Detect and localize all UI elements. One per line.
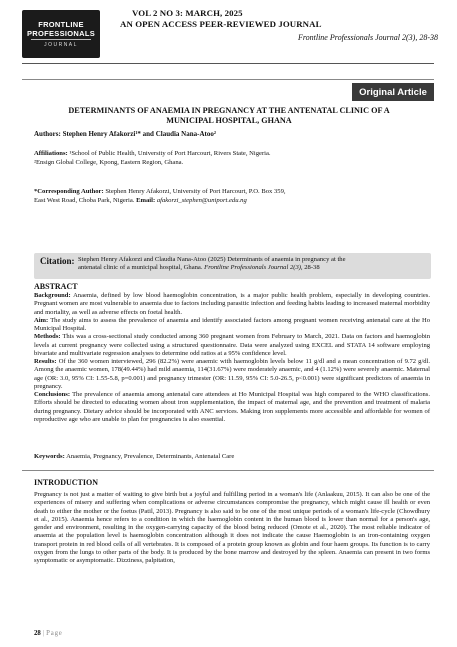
page-label: Page (46, 630, 63, 637)
methods-text: This was a cross-sectional study conducted among 360 pregnant women from February to March, 2021. Data on factors and haemoglobin levels at current pregnancy were collected using a structured questionnaire. Data were analyzed using EXCEL and STATA 14 software employing bivariate and multivariate regression analyses to determine odd ratios at a 95% confidence level. (34, 333, 430, 357)
article-title (30, 106, 428, 126)
conclusions-text: The prevalence of anaemia among antenatal care attendees at Ho Municipal Hospital was high compared to the WHO classifications. Efforts should be directed to educating women about iron supplementation, the impact of maternal age, and the prevention and treatment of malaria during pregnancy. Dietary advice should be incorporated with ANC services. Making iron supplements more accessible and affordable for women of reproductive age who are unable to plan for pregnancies is also essential. (34, 391, 430, 423)
keywords-label: Keywords: (34, 453, 65, 460)
introduction-text: Pregnancy is not just a matter of waiting to give birth but a joyful and fulfilling period in a woman's life (Anlaakuu, 2015). It can also be one of the experiences of misery and suffering when complications or adverse circumstances compromise the pregnancy, which might cause ill health or even death to either the mother or the foetus (Patil, 2013). Pregnancy is also said to be one of the most unique periods of a woman's life-cycle (Chowdhury et al., 2015). Anaemia hence refers to a condition in which the haemoglobin content in the human blood is lower than normal for a person's age, gender and environment, resulting in the oxygen-carrying capacity of the blood being reduced (Omote et al., 2020). The most reliable indicator of anaemia at the population level is haemoglobin concentration although it does not indicate the cause Haemoglobin is an iron-containing oxygen transport protein in red blood cells of all vertebrates. It is composed of a protein group known as globin and four haem groups. Its function is to carry oxygen from the lungs to other parts of the body. It is produced by the bone marrow and destroyed by the spleen. Anaemia can present in two forms symptomatic or asymptomatic. Dizziness, palpitation, (34, 491, 430, 565)
corresponding-line-1: Stephen Henry Afakorzi, University of Port Harcourt, P.O. Box 359, (105, 188, 286, 195)
citation-pages: 28-38 (304, 264, 320, 272)
citation-text (78, 256, 424, 273)
authors (34, 130, 429, 139)
background-label: Background: (34, 292, 71, 299)
aim-text: The study aims to assess the prevalence of anaemia and identify associated factors among pregnant women receiving antenatal care at the Ho Municipal Hospital. (34, 316, 430, 332)
email-link[interactable]: afakorzi_stephen@uniport.edu.ng (156, 196, 247, 204)
corresponding-line-2: East West Road, Choba Park, Nigeria. (34, 196, 135, 204)
conclusions-label: Conclusions: (34, 391, 71, 398)
keywords (34, 453, 430, 460)
logo-line-2: PROFESSIONALS (26, 29, 96, 38)
volume-issue: VOL 2 NO 3: MARCH, 2025 (132, 8, 243, 18)
results-label: Results: (34, 358, 57, 365)
open-access-label: AN OPEN ACCESS PEER-REVIEWED JOURNAL (120, 19, 322, 29)
abstract-body (34, 292, 430, 424)
email-label: Email: (136, 196, 156, 204)
methods-label: Methods: (34, 333, 61, 341)
results-text: Of the 360 women interviewed, 296 (82.2%) were anaemic with haemoglobin levels below 11 g/dl and a mean concentration of 9.72 g/dl. Among the anaemic women, 178(49.44%) had mild anaemia, 114(31.67%) were moderately anaemic, and 4 (1.12%) were severely anaemic. Maternal age (OR: 3.0, 95% CI: 1.55-5.8, p=0.001) and pregnancy trimester (OR: 11.59, 95% CI: 5.0-26.5, p<0.001) were significant predictors of anaemia in pregnancy. (34, 358, 430, 390)
abstract-background (34, 292, 430, 317)
footer-separator: | (42, 630, 45, 637)
logo-line-3: JOURNAL (44, 42, 78, 48)
introduction-body (34, 491, 430, 566)
affiliations-label: Affiliations: (34, 150, 68, 157)
corresponding-label: *Corresponding Author: (34, 188, 104, 195)
article-type-badge: Original Article (352, 83, 434, 101)
citation-line-1: Stephen Henry Afakorzi and Claudia Nana-Atoo (2025) Determinants of anaemia in pregnancy at the (78, 256, 346, 263)
abstract-heading: ABSTRACT (34, 282, 78, 291)
title-line-1: DETERMINANTS OF ANAEMIA IN PREGNANCY AT THE ANTENATAL CLINIC OF A (68, 106, 390, 115)
authors-label: Authors: (34, 130, 61, 138)
affiliations (34, 150, 429, 167)
abstract-aim (34, 317, 430, 334)
citation-line-2a: antenatal clinic of a municipal hospital, Ghana. (78, 264, 203, 272)
citation-label: Citation: (40, 256, 75, 266)
journal-logo (22, 10, 100, 58)
abstract-results (34, 358, 430, 391)
introduction-heading: INTRODUCTION (34, 478, 99, 487)
title-line-2: MUNICIPAL HOSPITAL, GHANA (166, 116, 292, 125)
aim-label: Aim: (34, 316, 49, 324)
citation-journal: Frontline Professionals Journal 2(3), (204, 264, 303, 272)
header-rule (22, 63, 434, 64)
abstract-conclusions (34, 391, 430, 424)
keywords-text: Anaemia, Pregnancy, Prevalence, Determinants, Antenatal Care (66, 453, 235, 460)
corresponding-author (34, 188, 429, 205)
page-number: 28 (34, 630, 41, 637)
journal-reference: Frontline Professionals Journal 2(3), 28-38 (297, 33, 438, 42)
affiliation-2: ²Ensign Global College, Kpong, Eastern Region, Ghana. (34, 158, 184, 166)
logo-divider (31, 39, 91, 40)
section-rule (22, 470, 434, 471)
journal-header (120, 8, 440, 42)
header-rule-2 (22, 79, 434, 80)
authors-names: Stephen Henry Afakorzi¹* and Claudia Nana-Atoo² (62, 130, 216, 138)
logo-line-1: FRONTLINE (38, 20, 84, 29)
citation-box (34, 253, 431, 279)
page-footer (34, 630, 63, 637)
background-text: Anaemia, defined by low blood haemoglobin concentration, is a major public health problem, especially in developing countries. Pregnant women are most vulnerable to anaemia due to factors including parasitic infection and feeding habits leading to increased maternal morbidity and mortality, as well as adverse effects on foetal health. (34, 292, 430, 316)
affiliation-1: ¹School of Public Health, University of Port Harcourt, Rivers State, Nigeria. (69, 150, 271, 157)
abstract-methods (34, 333, 430, 358)
